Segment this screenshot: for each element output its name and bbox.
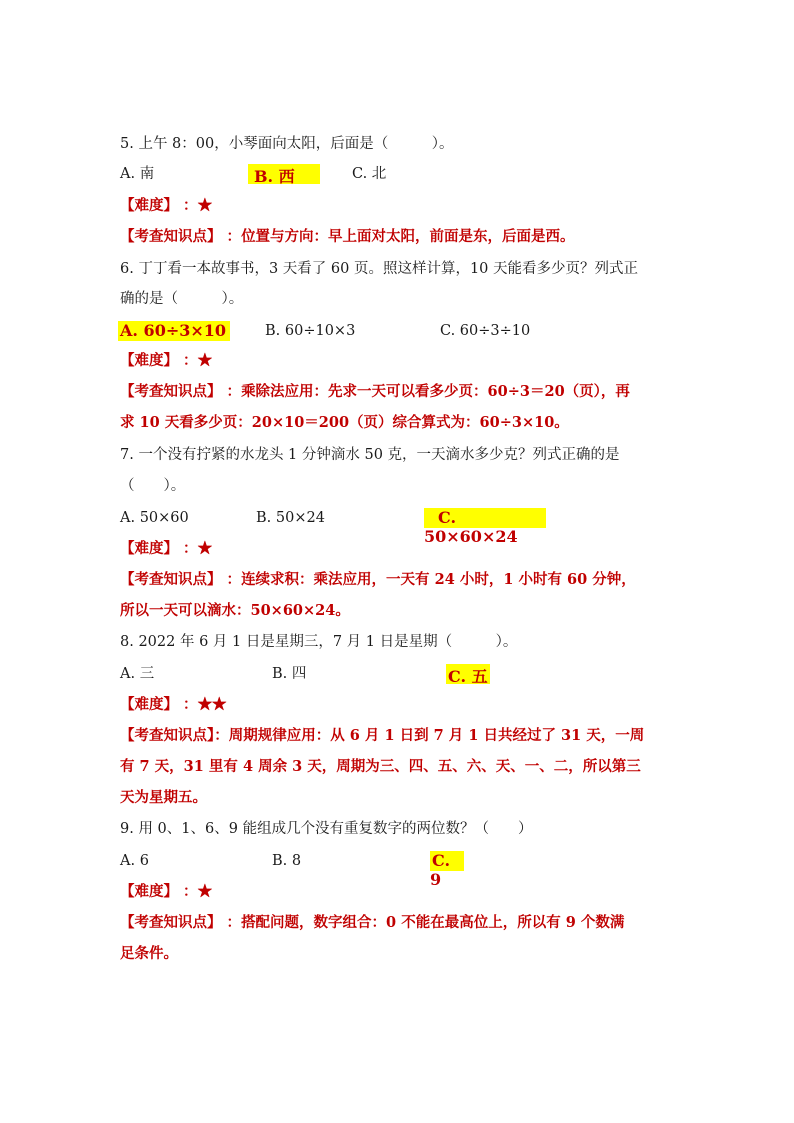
question-6-text-line1: 6. 丁丁看一本故事书，3 天看了 60 页。照这样计算，10 天能看多少页？列式正 bbox=[120, 261, 639, 277]
question-7-text-line1: 7. 一个没有拧紧的水龙头 1 分钟滴水 50 克，一天滴水多少克？列式正确的是 bbox=[120, 447, 620, 463]
q6-knowledge-line2: 求 10 天看多少页：20×10＝200（页）综合算式为：60÷3×10。 bbox=[120, 414, 569, 431]
q8-option-c-answer: C. 五 bbox=[446, 664, 490, 684]
q5-option-a: A. 南 bbox=[120, 166, 155, 182]
q9-knowledge-line2: 足条件。 bbox=[120, 945, 178, 962]
q7-option-a: A. 50×60 bbox=[120, 510, 189, 526]
q8-difficulty: 【难度】 ：★★ bbox=[120, 696, 227, 713]
q8-knowledge-line3: 天为星期五。 bbox=[120, 789, 207, 806]
q7-difficulty: 【难度】 ：★ bbox=[120, 540, 213, 557]
q5-knowledge: 【考查知识点】 ：位置与方向：早上面对太阳，前面是东，后面是西。 bbox=[120, 228, 575, 245]
question-9-text: 9. 用 0、1、6、9 能组成几个没有重复数字的两位数？（ ） bbox=[120, 821, 533, 837]
q6-option-a-answer: A. 60÷3×10 bbox=[118, 321, 230, 341]
q6-difficulty: 【难度】 ：★ bbox=[120, 352, 213, 369]
question-6-text-line2: 确的是（ ）。 bbox=[120, 291, 244, 307]
q7-knowledge-line2: 所以一天可以滴水：50×60×24。 bbox=[120, 602, 350, 619]
star-icon: ★ bbox=[197, 540, 213, 557]
q7-option-b: B. 50×24 bbox=[256, 510, 325, 526]
q6-option-c: C. 60÷3÷10 bbox=[440, 323, 531, 339]
q6-knowledge-line1: 【考查知识点】 ：乘除法应用：先求一天可以看多少页：60÷3＝20（页），再 bbox=[120, 383, 630, 400]
q9-option-a: A. 6 bbox=[120, 853, 149, 869]
q9-option-c-answer: C. 9 bbox=[430, 851, 464, 871]
star-icon: ★★ bbox=[197, 696, 227, 713]
question-8-text: 8. 2022 年 6 月 1 日是星期三，7 月 1 日是星期（ ）。 bbox=[120, 634, 518, 650]
q7-option-c-answer: C. 50×60×24 bbox=[424, 508, 546, 528]
star-icon: ★ bbox=[197, 197, 213, 214]
q5-difficulty: 【难度】 ：★ bbox=[120, 197, 213, 214]
q9-option-b: B. 8 bbox=[272, 853, 302, 869]
q8-option-a: A. 三 bbox=[120, 666, 155, 682]
question-5-text: 5. 上午 8：00，小琴面向太阳，后面是（ ）。 bbox=[120, 136, 454, 152]
q8-knowledge-line1: 【考查知识点】：周期规律应用：从 6 月 1 日到 7 月 1 日共经过了 31 天，一周 bbox=[120, 727, 645, 744]
question-7-text-line2: （ ）。 bbox=[120, 478, 186, 494]
q8-knowledge-line2: 有 7 天，31 里有 4 周余 3 天，周期为三、四、五、六、天、一、二，所以第三 bbox=[120, 758, 641, 775]
q6-option-b: B. 60÷10×3 bbox=[265, 323, 356, 339]
q9-difficulty: 【难度】 ：★ bbox=[120, 883, 213, 900]
q9-knowledge-line1: 【考查知识点】 ：搭配问题，数字组合：0 不能在最高位上，所以有 9 个数满 bbox=[120, 914, 625, 931]
star-icon: ★ bbox=[197, 352, 213, 369]
q7-knowledge-line1: 【考查知识点】 ：连续求积：乘法应用，一天有 24 小时，1 小时有 60 分钟， bbox=[120, 571, 636, 588]
q8-option-b: B. 四 bbox=[272, 666, 307, 682]
q5-option-b-answer: B. 西 bbox=[248, 164, 320, 184]
q5-option-c: C. 北 bbox=[352, 166, 387, 182]
star-icon: ★ bbox=[197, 883, 213, 900]
